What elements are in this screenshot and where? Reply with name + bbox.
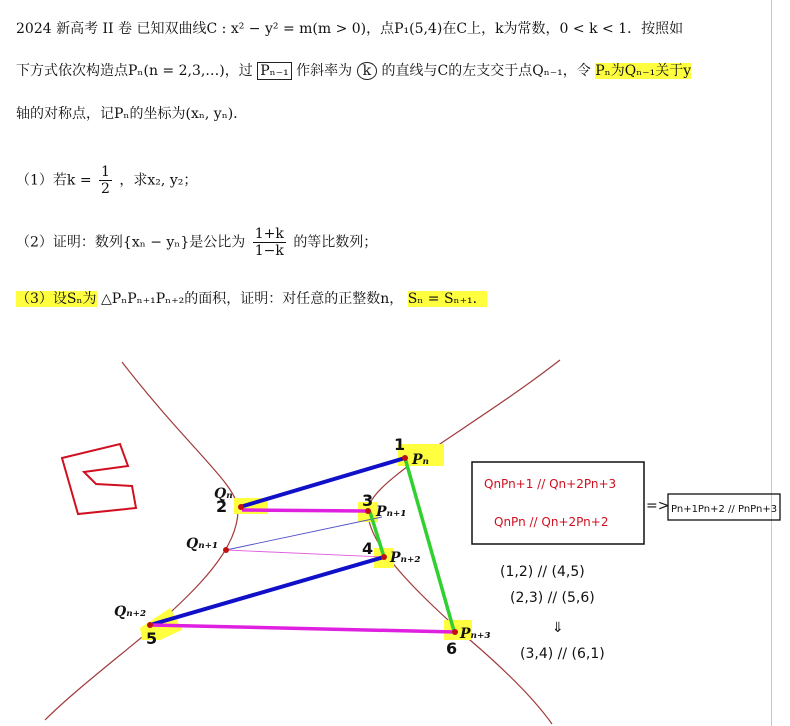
label-pn1: Pₙ₊₁ — [376, 504, 407, 520]
question-1 — [16, 164, 197, 197]
q1-fraction — [99, 164, 112, 197]
hand-number-5: 5 — [146, 629, 158, 648]
q2-text-b: 的等比数列； — [293, 234, 378, 251]
green-pn-pn3 — [405, 458, 454, 631]
hand-number-4: 4 — [362, 539, 374, 558]
pairs-arrow: ⇓ — [552, 620, 564, 636]
note-line-1: QnPn+1 // Qn+2Pn+3 — [484, 477, 617, 491]
q3-highlight-2: Sₙ = Sₙ₊₁． — [407, 291, 487, 307]
label-pn2: Pₙ₊₂ — [390, 550, 421, 566]
point-pn3 — [452, 629, 458, 635]
q2-fraction — [253, 226, 286, 259]
highlighted-reflection: Pₙ为Qₙ₋₁关于y — [595, 63, 692, 79]
thin-magenta-segment — [226, 550, 384, 557]
note-box — [472, 462, 644, 544]
q1-denominator: 2 — [101, 181, 110, 197]
magenta-qn2-pn3 — [150, 625, 455, 632]
pair-1: (1,2) // (4,5) — [500, 564, 585, 580]
q3-text: △PₙPₙ₊₁Pₙ₊₂的面积，证明：对任意的正整数n， — [101, 291, 404, 307]
hand-number-6: 6 — [446, 639, 458, 658]
hand-number-2: 2 — [216, 497, 228, 516]
question-3 — [16, 288, 487, 310]
magenta-qn-pn1 — [242, 510, 367, 511]
point-qn1 — [223, 547, 229, 553]
label-pn: Pₙ — [412, 452, 429, 468]
circled-slope: k — [357, 62, 377, 80]
note-line-2: QnPn // Qn+2Pn+2 — [494, 515, 609, 529]
blue-qn2-pn2 — [150, 557, 384, 625]
problem-intro-2a: 下方式依次构造点Pₙ(n = 2,3,…)，过 — [16, 63, 253, 79]
problem-intro-3: 轴的对称点，记Pₙ的坐标为(xₙ, yₙ)． — [16, 106, 248, 122]
label-qn2: Qₙ₊₂ — [114, 604, 147, 620]
hand-number-1: 1 — [394, 435, 406, 454]
problem-intro-2c: 的直线与C的左支交于点Qₙ₋₁，令 — [381, 63, 591, 79]
problem-line-1 — [16, 18, 683, 40]
q2-text-a: （2）证明：数列{xₙ − yₙ}是公比为 — [16, 234, 246, 251]
problem-intro-2b: 作斜率为 — [296, 63, 353, 79]
boxed-point: Pₙ₋₁ — [257, 62, 291, 80]
problem-intro-1: 已知双曲线C : x² − y² = m(m > 0)，点P₁(5,4)在C上，k为常数，0 < k < 1．按照如 — [136, 21, 684, 37]
question-2 — [16, 226, 377, 259]
implies-arrow: => — [646, 498, 670, 514]
problem-line-3 — [16, 103, 247, 125]
right-branch-curve — [368, 360, 560, 724]
q1-text-a: （1）若k = — [16, 172, 92, 189]
point-pn2 — [381, 554, 387, 560]
result-text: Pn+1Pn+2 // PnPn+3 — [671, 504, 778, 515]
q3-highlight-1: （3）设Sₙ为 — [16, 291, 97, 307]
q2-numerator: 1+k — [254, 226, 284, 242]
point-qn2 — [147, 622, 153, 628]
point-pn — [402, 455, 408, 461]
red-doodle-mark — [62, 444, 136, 514]
label-qn: Qₙ — [214, 486, 233, 502]
problem-line-2 — [16, 60, 691, 82]
pair-3: (3,4) // (6,1) — [520, 646, 605, 662]
label-qn1: Qₙ₊₁ — [186, 536, 219, 552]
pair-2: (2,3) // (5,6) — [510, 590, 595, 606]
q1-numerator: 1 — [101, 164, 110, 180]
q1-text-b: ，求x₂, y₂； — [119, 172, 198, 189]
point-qn — [238, 504, 244, 510]
label-pn3: Pₙ₊₃ — [460, 626, 491, 642]
hand-number-3: 3 — [362, 491, 374, 510]
thin-blue-segment — [226, 517, 382, 550]
blue-qn-pn — [240, 458, 405, 507]
hyperbola-figure — [0, 340, 790, 726]
exam-header: 2024 新高考 II 卷 — [16, 21, 133, 37]
q2-denominator: 1−k — [254, 243, 284, 259]
